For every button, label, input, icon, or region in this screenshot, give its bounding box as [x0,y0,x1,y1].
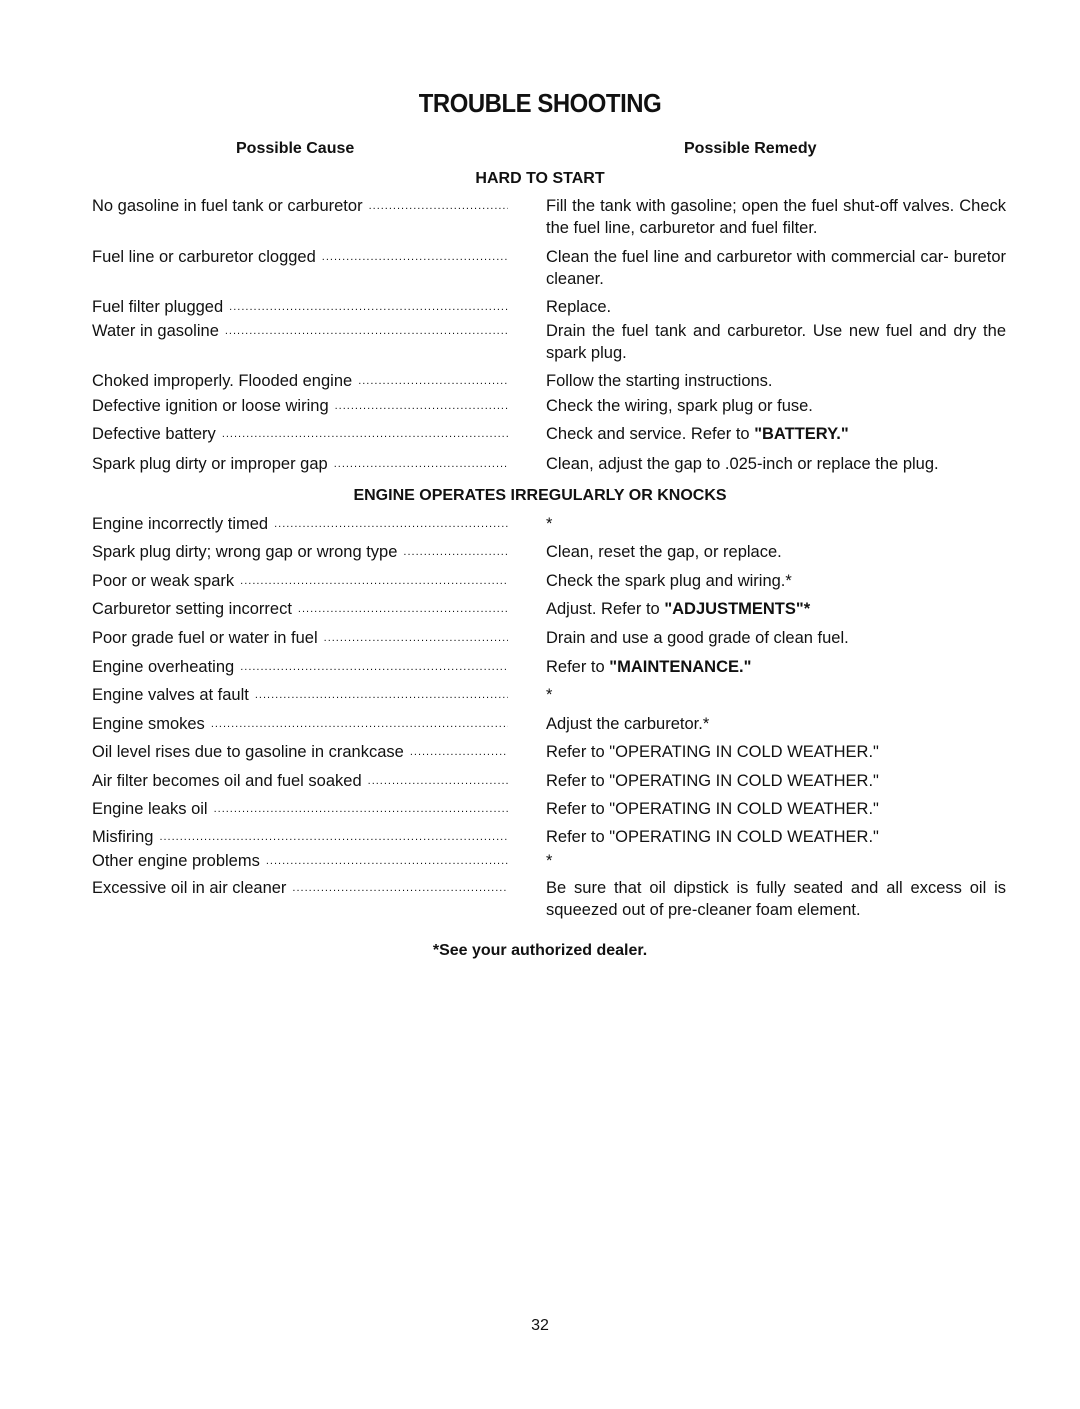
remedy-text: Check and service. Refer to [546,425,755,443]
section-heading: ENGINE OPERATES IRREGULARLY OR KNOCKS [353,487,727,504]
cause-text: Choked improperly. Flooded engine [92,372,353,390]
possible-cause [92,453,508,475]
cause-text: Oil level rises due to gasoline in crankcase [92,743,404,761]
possible-remedy [546,513,1006,535]
possible-remedy [546,627,1006,649]
header-possible-cause: Possible Cause [236,140,355,157]
leader-dots [159,826,508,848]
cause-text: Engine leaks oil [92,800,208,818]
possible-remedy [546,826,1006,848]
remedy-text: Refer to [546,658,610,676]
footnote: *See your authorized dealer. [432,942,648,959]
leader-dots [225,320,508,342]
remedy-text: Follow the starting instructions. [546,372,773,390]
cause-text: Excessive oil in air cleaner [92,879,287,897]
cause-text: Carburetor setting incorrect [92,600,292,618]
remedy-text: * [546,852,553,870]
remedy-text: * [546,686,553,704]
possible-remedy [546,877,1006,921]
leader-dots [334,453,508,475]
cause-text: Spark plug dirty; wrong gap or wrong type [92,543,398,561]
possible-cause [92,246,508,268]
leader-dots [410,741,508,763]
possible-remedy [546,423,1006,445]
leader-dots [211,713,508,735]
section-heading: HARD TO START [475,170,605,187]
remedy-text: Fill the tank with gasoline; open the fuel shut-off valves. Check the fuel line, carburetor and fuel filter. [546,197,1006,237]
possible-cause [92,627,508,649]
possible-cause [92,598,508,620]
cause-text: Water in gasoline [92,322,219,340]
leader-dots [229,296,508,318]
possible-cause [92,798,508,820]
cause-text: Misfiring [92,828,154,846]
possible-remedy [546,684,1006,706]
possible-cause [92,395,508,417]
leader-dots [324,627,508,649]
cause-text: Fuel filter plugged [92,298,224,316]
possible-cause [92,570,508,592]
possible-remedy [546,453,1006,475]
remedy-reference: "MAINTENANCE." [609,658,752,676]
cause-text: Engine incorrectly timed [92,515,269,533]
possible-cause [92,713,508,735]
remedy-text: * [546,515,553,533]
leader-dots [322,246,508,268]
remedy-text: Refer to "OPERATING IN COLD WEATHER." [546,743,879,761]
possible-cause [92,320,508,342]
remedy-text: Drain and use a good grade of clean fuel. [546,629,849,647]
cause-text: Engine overheating [92,658,235,676]
possible-cause [92,195,508,217]
remedy-text: Refer to "OPERATING IN COLD WEATHER." [546,772,879,790]
remedy-text: Adjust the carburetor.* [546,715,710,733]
cause-text: Air filter becomes oil and fuel soaked [92,772,362,790]
cause-text: Defective battery [92,425,216,443]
leader-dots [335,395,508,417]
cause-text: Poor or weak spark [92,572,235,590]
leader-dots [222,423,508,445]
possible-cause [92,826,508,848]
possible-cause [92,423,508,445]
leader-dots [369,195,508,217]
header-possible-remedy: Possible Remedy [684,140,817,157]
possible-cause [92,513,508,535]
page-number: 32 [531,1317,549,1334]
possible-cause [92,877,508,899]
leader-dots [240,570,508,592]
possible-cause [92,656,508,678]
possible-cause [92,370,508,392]
possible-remedy [546,370,1006,392]
cause-text: Spark plug dirty or improper gap [92,455,328,473]
remedy-text: Clean, reset the gap, or replace. [546,543,782,561]
cause-text: Defective ignition or loose wiring [92,397,329,415]
remedy-reference: "BATTERY." [754,425,849,443]
possible-cause [92,850,508,872]
possible-cause [92,741,508,763]
possible-remedy [546,741,1006,763]
remedy-reference: "ADJUSTMENTS"* [664,600,811,618]
leader-dots [292,877,508,899]
possible-remedy [546,395,1006,417]
remedy-text: Drain the fuel tank and carburetor. Use new fuel and dry the spark plug. [546,322,1006,362]
remedy-text: Refer to "OPERATING IN COLD WEATHER." [546,800,879,818]
remedy-text: Refer to "OPERATING IN COLD WEATHER." [546,828,879,846]
possible-cause [92,541,508,563]
cause-text: Engine valves at fault [92,686,249,704]
cause-text: Poor grade fuel or water in fuel [92,629,318,647]
cause-text: No gasoline in fuel tank or carburetor [92,197,363,215]
possible-remedy [546,195,1006,239]
remedy-text: Adjust. Refer to [546,600,665,618]
possible-remedy [546,713,1006,735]
possible-cause [92,296,508,318]
possible-cause [92,770,508,792]
remedy-text: Clean, adjust the gap to .025-inch or replace the plug. [546,455,939,473]
remedy-text: Check the spark plug and wiring.* [546,572,792,590]
leader-dots [358,370,508,392]
leader-dots [214,798,508,820]
possible-remedy [546,320,1006,364]
possible-remedy [546,570,1006,592]
possible-cause [92,684,508,706]
leader-dots [255,684,508,706]
cause-text: Fuel line or carburetor clogged [92,248,316,266]
remedy-text: Clean the fuel line and carburetor with commercial car- buretor cleaner. [546,248,1006,288]
possible-remedy [546,656,1006,678]
leader-dots [368,770,508,792]
possible-remedy [546,541,1006,563]
leader-dots [266,850,508,872]
page-title: TROUBLE SHOOTING [418,88,662,118]
remedy-text: Check the wiring, spark plug or fuse. [546,397,813,415]
leader-dots [403,541,508,563]
leader-dots [298,598,508,620]
possible-remedy [546,770,1006,792]
possible-remedy [546,850,1006,872]
possible-remedy [546,296,1006,318]
possible-remedy [546,798,1006,820]
leader-dots [274,513,508,535]
cause-text: Engine smokes [92,715,205,733]
leader-dots [240,656,508,678]
possible-remedy [546,598,1006,620]
remedy-text: Be sure that oil dipstick is fully seated and all excess oil is squeezed out of pre-cleaner foam element. [546,879,1006,919]
possible-remedy [546,246,1006,290]
remedy-text: Replace. [546,298,612,316]
cause-text: Other engine problems [92,852,260,870]
